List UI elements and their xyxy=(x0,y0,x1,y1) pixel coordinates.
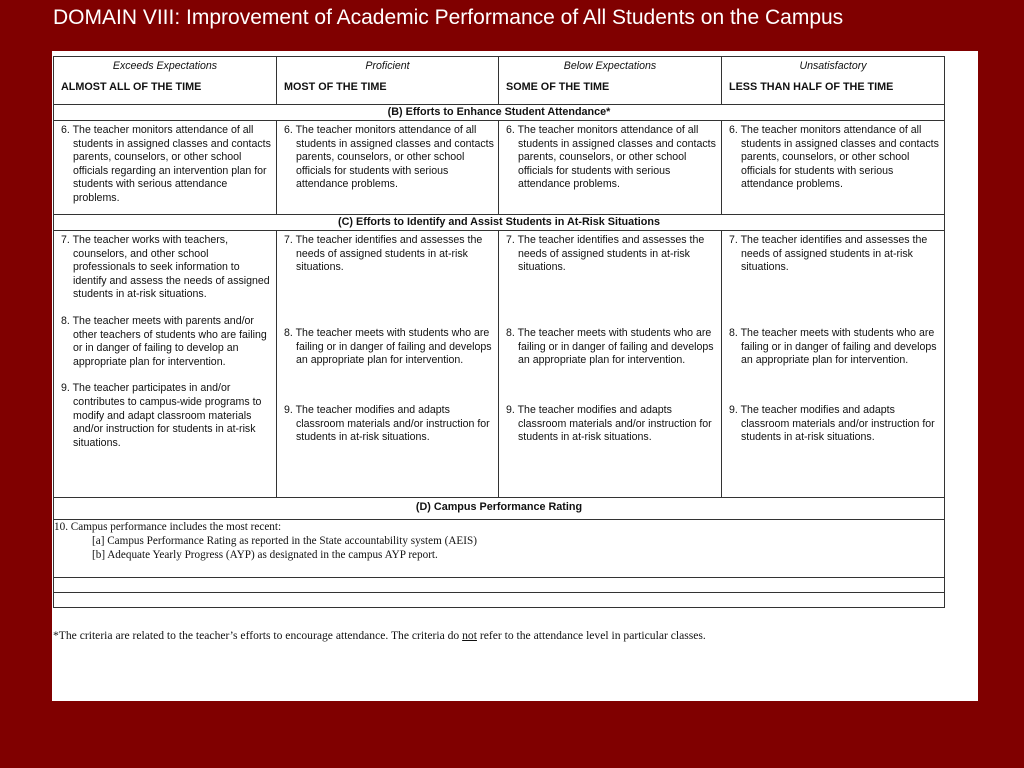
section-b-criteria-row xyxy=(54,121,945,215)
criterion-9: 9. The teacher participates in and/or contributes to campus-wide programs to modify and adapt classroom materials and/or instruction for students in at-risk situations. xyxy=(61,382,262,449)
footnote-text-end: refer to the attendance level in particular classes. xyxy=(476,629,706,642)
level-label: Below Expectations xyxy=(563,60,657,72)
criteria-cell xyxy=(722,121,945,215)
criteria-cell xyxy=(499,121,722,215)
slide-title: DOMAIN VIII: Improvement of Academic Performance of All Students on the Campus xyxy=(53,6,844,29)
footnote xyxy=(53,629,953,642)
level-label: Exceeds Expectations xyxy=(112,60,218,72)
rubric-table xyxy=(53,56,945,608)
footnote-emphasis: not xyxy=(462,629,477,642)
section-c-criteria-row xyxy=(54,231,945,498)
section-d-criteria-row xyxy=(54,520,945,578)
header-row xyxy=(54,57,945,105)
section-b-title: (B) Efforts to Enhance Student Attendance* xyxy=(54,105,945,121)
frequency-label: SOME OF THE TIME xyxy=(506,81,610,93)
criterion-10-b: [b] Adequate Yearly Progress (AYP) as designated in the campus AYP report. xyxy=(92,549,438,561)
header-proficient xyxy=(277,57,499,105)
section-d-title: (D) Campus Performance Rating xyxy=(54,498,945,520)
criteria-cell xyxy=(722,231,945,498)
frequency-label: ALMOST ALL OF THE TIME xyxy=(61,81,202,93)
section-b-header-row xyxy=(54,105,945,121)
section-d-header-row xyxy=(54,498,945,520)
criterion-9: 9. The teacher modifies and adapts classroom materials and/or instruction for students in at-risk situations. xyxy=(506,404,712,444)
header-exceeds xyxy=(54,57,277,105)
criterion-8: 8. The teacher meets with students who are failing or in danger of failing and develops an appropriate plan for intervention. xyxy=(284,327,492,367)
section-c-title: (C) Efforts to Identify and Assist Students in At-Risk Situations xyxy=(54,215,945,231)
criterion-6: 6. The teacher monitors attendance of all students in assigned classes and contacts parents, counselors, or other school officials for students with serious attendance problems. xyxy=(284,124,494,191)
criterion-8: 8. The teacher meets with students who are failing or in danger of failing and develops an appropriate plan for intervention. xyxy=(506,327,714,367)
footnote-text: *The criteria are related to the teacher’s efforts to encourage attendance. The criteria do xyxy=(53,629,463,642)
rubric-document xyxy=(52,51,978,701)
criteria-cell xyxy=(54,231,277,498)
blank-cell xyxy=(54,593,945,608)
criterion-7: 7. The teacher identifies and assesses the needs of assigned students in at-risk situations. xyxy=(729,234,928,274)
criterion-10: 10. Campus performance includes the most recent: xyxy=(54,521,282,533)
criterion-10-a: [a] Campus Performance Rating as reported in the State accountability system (AEIS) xyxy=(92,535,477,547)
criterion-7: 7. The teacher works with teachers, counselors, and other school professionals to seek information to identify and assess the needs of assigned students in at-risk situations. xyxy=(61,234,270,301)
criterion-10-cell xyxy=(54,520,945,578)
criteria-cell xyxy=(277,121,499,215)
criterion-9: 9. The teacher modifies and adapts classroom materials and/or instruction for students in at-risk situations. xyxy=(729,404,935,444)
frequency-label: LESS THAN HALF OF THE TIME xyxy=(729,81,894,93)
section-c-header-row xyxy=(54,215,945,231)
level-label: Unsatisfactory xyxy=(799,60,867,72)
criterion-8: 8. The teacher meets with students who are failing or in danger of failing and develops an appropriate plan for intervention. xyxy=(729,327,937,367)
criteria-cell xyxy=(54,121,277,215)
criteria-cell xyxy=(499,231,722,498)
criterion-6: 6. The teacher monitors attendance of all students in assigned classes and contacts parents, counselors, or other school officials regarding an intervention plan for students with serious attendance problems. xyxy=(61,124,271,204)
frequency-label: MOST OF THE TIME xyxy=(284,81,387,93)
level-label: Proficient xyxy=(365,60,410,72)
blank-row xyxy=(54,578,945,593)
criterion-8: 8. The teacher meets with parents and/or other teachers of students who are failing or in danger of failing to develop an appropriate plan for intervention. xyxy=(61,314,267,368)
criterion-6: 6. The teacher monitors attendance of all students in assigned classes and contacts parents, counselors, or other school officials for students with serious attendance problems. xyxy=(729,124,939,191)
criterion-7: 7. The teacher identifies and assesses the needs of assigned students in at-risk situations. xyxy=(284,234,483,274)
criteria-cell xyxy=(277,231,499,498)
header-below xyxy=(499,57,722,105)
blank-row xyxy=(54,593,945,608)
header-unsatisfactory xyxy=(722,57,945,105)
criterion-7: 7. The teacher identifies and assesses the needs of assigned students in at-risk situations. xyxy=(506,234,705,274)
criterion-6: 6. The teacher monitors attendance of all students in assigned classes and contacts parents, counselors, or other school officials for students with serious attendance problems. xyxy=(506,124,716,191)
blank-cell xyxy=(54,578,945,593)
criterion-9: 9. The teacher modifies and adapts classroom materials and/or instruction for students in at-risk situations. xyxy=(284,404,490,444)
